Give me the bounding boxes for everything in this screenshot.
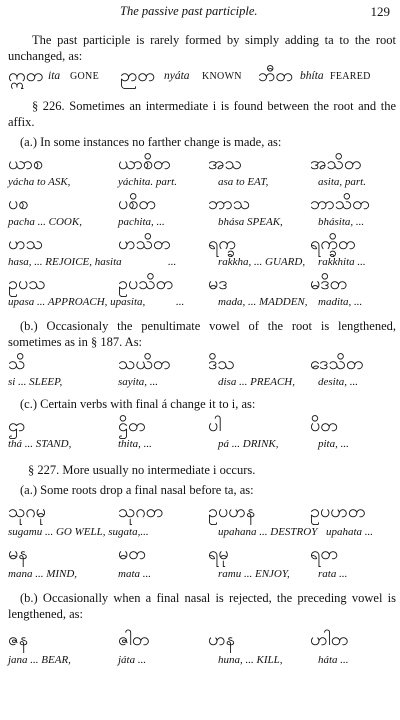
example-gloss: KNOWN [202,71,242,82]
burmese-word: ပါ [208,415,222,436]
example-burmese: ဉာတ [120,65,155,86]
transliteration-row [8,438,398,452]
section-226-heading [8,98,396,130]
burmese-word: ပစ [8,193,29,214]
transliteration: disa ... PREACH, [218,376,295,388]
intro-examples [8,66,398,84]
burmese-word: ဘာသိတ [310,193,370,214]
burmese-row [8,234,398,254]
transliteration: pachita, ... [118,216,165,228]
burmese-word: ရက္ခိတ [310,233,356,254]
transliteration: rakkha, ... GUARD, [218,256,306,268]
transliteration: bhása SPEAK, [218,216,283,228]
transliteration-row [8,256,398,270]
intro-text: The past participle is rarely formed by simply adding ta to the root unchanged, as: [8,33,396,63]
section-226-c-text: (c.) Certain verbs with final á change it to i, as: [20,397,256,411]
section-226-text: § 226. Sometimes an intermediate i is found between the root and the affix. [8,99,396,129]
example-burmese: ဘီတ [258,65,293,86]
burmese-word: ဥပသိတ [118,273,174,294]
transliteration: pá ... DRINK, [218,438,279,450]
burmese-word: ဇါတ [118,629,150,650]
transliteration: si ... SLEEP, [8,376,63,388]
burmese-row [8,416,398,436]
transliteration: ramu ... ENJOY, [218,568,290,580]
transliteration: hasa, ... REJOICE, hasita [8,256,122,268]
burmese-word: သုဂတ [118,501,164,522]
transliteration: yáchita. part. [118,176,177,188]
burmese-word: ဌာ [8,415,26,436]
transliteration-row [8,654,398,668]
burmese-word: ရတ [310,543,338,564]
transliteration: rakkhita ... [318,256,366,268]
burmese-word: သယိတ [118,353,171,374]
example-gloss: FEARED [330,71,371,82]
burmese-word: ဒိသ [208,353,235,374]
burmese-row [8,354,398,374]
burmese-word: ယာစ [8,153,43,174]
burmese-word: ဇန [8,629,29,650]
transliteration-row [8,296,398,310]
burmese-row [8,194,398,214]
transliteration: bhásita, ... [318,216,365,228]
transliteration: pacha ... COOK, [8,216,82,228]
example-burmese: ဣတ [8,65,44,86]
transliteration: huna, ... KILL, [218,654,283,666]
burmese-word: ဥပဟန [208,501,256,522]
burmese-word: ဟသ [8,233,44,254]
example-latin: ita [48,70,61,82]
burmese-word: မန [8,543,28,564]
burmese-row [8,502,398,522]
burmese-word: သိ [8,353,26,374]
burmese-word: ယာစိတ [118,153,171,174]
transliteration: upahana ... DESTROY [218,526,318,538]
transliteration: jana ... BEAR, [8,654,71,666]
transliteration: asa to EAT, [218,176,269,188]
section-226-a-text: (a.) In some instances no farther change is made, as: [20,135,282,149]
section-226-b-text: (b.) Occasionaly the penultimate vowel of the root is lengthened, sometimes as in § 187. As: [8,319,396,349]
burmese-word: မတ [118,543,146,564]
transliteration: desita, ... [318,376,359,388]
transliteration: thita, ... [118,438,152,450]
burmese-word: ရမု [208,543,229,564]
section-227-b-text: (b.) Occasionally when a final nasal is rejected, the preceding vowel is lengthened, as: [8,591,396,621]
transliteration: asita, part. [318,176,366,188]
burmese-word: ဌိတ [118,415,146,436]
transliteration-row [8,376,398,390]
intro-paragraph [8,32,396,64]
transliteration: rata ... [318,568,348,580]
section-227-a-text: (a.) Some roots drop a final nasal before ta, as: [20,483,254,497]
burmese-word: မဒ [208,273,228,294]
burmese-word: ဥပသ [8,273,46,294]
burmese-row [8,154,398,174]
example-gloss: GONE [70,71,99,82]
transliteration-row [8,176,398,190]
transliteration-row [8,568,398,582]
transliteration-row [8,216,398,230]
running-header [0,4,400,22]
burmese-word: ဘာသ [208,193,251,214]
burmese-word: အသိတ [310,153,362,174]
transliteration-row [8,526,398,540]
section-226-c [8,396,396,412]
burmese-word: မဒိတ [310,273,348,294]
burmese-row [8,544,398,564]
section-227-text: § 227. More usually no intermediate i occurs. [28,463,256,477]
transliteration: yácha to ASK, [8,176,71,188]
section-227-heading [8,462,396,478]
burmese-word: ဥပဟတ [310,501,366,522]
transliteration: upasa ... APPROACH, upasita, [8,296,146,308]
transliteration: madita, ... [318,296,363,308]
transliteration: ... [168,256,177,268]
section-226-b [8,318,396,350]
transliteration: háta ... [318,654,349,666]
transliteration: mada, ... MADDEN, [218,296,308,308]
transliteration: pita, ... [318,438,349,450]
transliteration: sugamu ... GO WELL, sugata,... [8,526,149,538]
transliteration: thá ... STAND, [8,438,72,450]
example-latin: bhíta [300,70,324,82]
running-title: The passive past participle. [120,4,258,18]
transliteration: upahata ... [326,526,374,538]
transliteration: ... [176,296,185,308]
transliteration: mata ... [118,568,151,580]
transliteration: mana ... MIND, [8,568,78,580]
burmese-word: ဒေသိတ [310,353,364,374]
section-227-a [8,482,396,498]
example-latin: nyáta [164,70,190,82]
section-227-b [8,590,396,622]
section-226-a [8,134,396,150]
burmese-row [8,274,398,294]
burmese-word: ရက္ခ [208,233,236,254]
burmese-word: ပစိတ [118,193,156,214]
burmese-word: ဟသိတ [118,233,171,254]
burmese-word: ဟန [208,629,235,650]
burmese-word: အသ [208,153,242,174]
burmese-word: သုဂမု [8,501,46,522]
burmese-word: ပိတ [310,415,338,436]
transliteration: sayita, ... [118,376,159,388]
burmese-word: ဟါတ [310,629,349,650]
burmese-row [8,630,398,650]
transliteration: játa ... [118,654,147,666]
page-number: 129 [370,4,390,19]
